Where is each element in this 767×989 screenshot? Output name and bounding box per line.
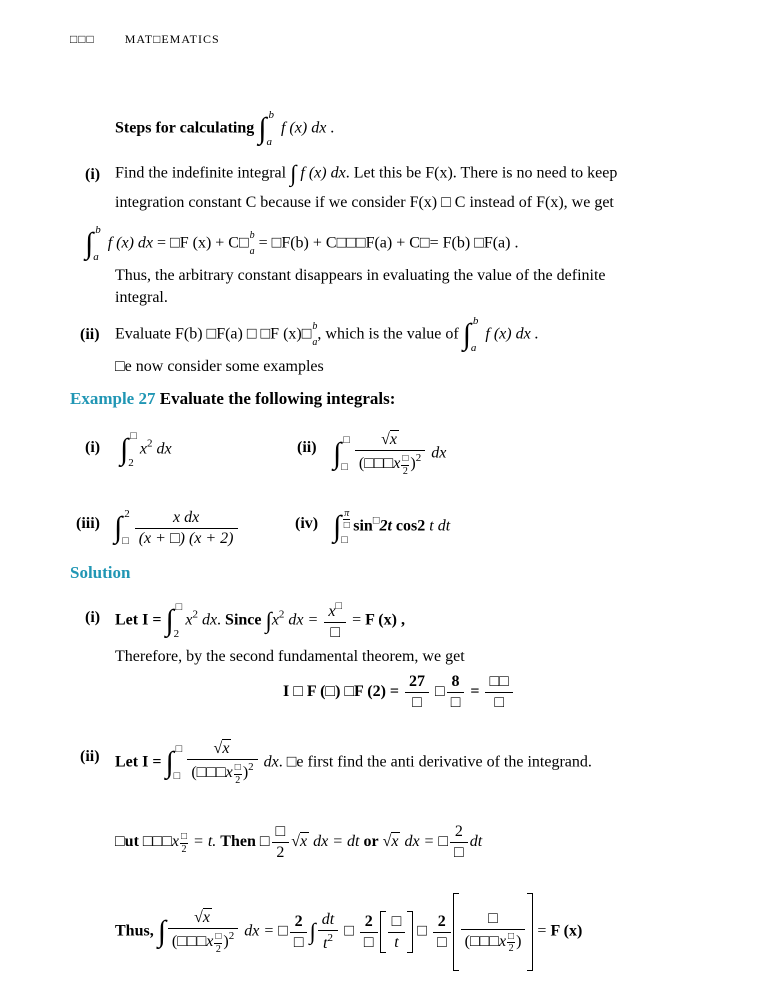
upper-limit: b — [472, 315, 479, 327]
evaluation-equation — [283, 673, 515, 712]
variable: x — [206, 933, 214, 950]
numerator: x dx — [135, 509, 238, 529]
integral-glyph: ∫ — [333, 510, 342, 543]
exponent-fraction — [401, 453, 409, 477]
differential: dx — [201, 611, 218, 629]
exponent: 2 — [278, 608, 285, 621]
numerator — [324, 600, 346, 623]
differential: dx = — [288, 611, 319, 629]
variable: x — [271, 611, 279, 629]
differential: dx — [431, 444, 447, 462]
integral-iv-expression — [333, 507, 450, 547]
integral-glyph: ∫ — [114, 511, 123, 544]
denominator: □ — [412, 694, 422, 711]
minus-box: □ — [259, 833, 270, 851]
text: . □e first find the anti derivative of the integrand. — [278, 753, 592, 771]
differential: dx — [156, 440, 172, 458]
exponent-fraction — [507, 931, 515, 955]
integral-limits — [268, 110, 274, 148]
radicand: x — [202, 909, 211, 926]
minus-box: □ — [278, 922, 288, 940]
numerator: dt — [318, 911, 338, 931]
numerator: 2 — [360, 913, 378, 933]
lower-limit: □ — [173, 770, 181, 782]
radicand: x — [389, 431, 397, 448]
power: 2 — [228, 930, 235, 942]
integral-sign — [165, 743, 185, 783]
lower-limit: 2 — [173, 628, 180, 640]
denominator: (x + □) (x + 2) — [138, 529, 234, 547]
period: . — [330, 119, 335, 137]
power: 2 — [248, 761, 254, 773]
integral-iii-expression — [114, 508, 240, 548]
radical-glyph: √ — [194, 909, 203, 926]
fraction — [290, 913, 308, 952]
numerator — [187, 740, 257, 760]
integral-sign — [120, 430, 140, 470]
fraction — [447, 673, 465, 712]
integral-limits — [173, 601, 183, 640]
denominator: □ — [454, 844, 464, 861]
integral-sign — [258, 109, 277, 149]
integral-glyph: ∫ — [157, 915, 166, 948]
lower-limit: □ — [341, 534, 348, 546]
square-root — [194, 908, 212, 926]
equals-box: □ — [417, 922, 427, 940]
fraction — [272, 823, 290, 862]
integral-iii-label: (iii) — [76, 515, 100, 532]
text: (□□□ — [464, 932, 499, 950]
integrand: f (x) dx — [300, 164, 346, 182]
exponent-numerator: □ — [402, 453, 409, 464]
cos-function: cos2 — [395, 517, 426, 535]
then-word: Then — [220, 833, 256, 851]
example-label: Example 27 — [70, 389, 156, 408]
integral-glyph: ∫ — [333, 437, 342, 470]
square-root — [214, 739, 232, 757]
denominator — [461, 930, 526, 955]
integral-limits — [470, 315, 479, 354]
numerator: □ — [388, 913, 406, 933]
text: , which is the value of — [317, 325, 459, 343]
let-word: Let — [115, 611, 139, 629]
result-line — [115, 893, 582, 971]
radical-glyph: √ — [291, 833, 300, 851]
numerator: 27 — [405, 673, 429, 693]
numerator: 2 — [433, 913, 451, 933]
integral-glyph: ∫ — [290, 161, 297, 186]
radical-glyph: √ — [381, 431, 390, 448]
exponent-denominator: 2 — [215, 943, 221, 955]
fraction — [433, 913, 451, 952]
text: Find the indefinite integral — [115, 164, 287, 182]
integral-sign — [85, 224, 104, 264]
right-bracket — [407, 911, 413, 953]
upper-limit: b — [249, 230, 255, 241]
integral-glyph: ∫ — [85, 227, 94, 260]
denominator: □ — [330, 624, 341, 641]
lower-limit: □ — [122, 535, 129, 547]
exponent-denominator: 2 — [181, 843, 187, 855]
upper-limit: 2 — [124, 508, 130, 520]
denominator: □ — [293, 933, 304, 951]
fraction — [187, 740, 257, 786]
denominator: □ — [436, 933, 447, 951]
upper-limit — [343, 508, 350, 531]
item-ii-label: (ii) — [80, 326, 100, 343]
denominator — [355, 451, 425, 477]
variable: x — [171, 833, 179, 851]
solution-i-line — [115, 600, 405, 642]
lower-limit: a — [266, 136, 272, 148]
exponent: 2 — [192, 608, 198, 621]
equals: = — [537, 922, 547, 940]
upper-limit: □ — [130, 430, 137, 442]
upper-limit: □ — [175, 601, 183, 613]
solution-ii-line — [115, 740, 592, 786]
integral-limits — [130, 431, 137, 469]
or-word: or — [363, 833, 379, 851]
text: Evaluate F(b) □F(a) □ □F (x)□ — [115, 325, 312, 343]
radical-glyph: √ — [213, 740, 223, 757]
fraction — [388, 913, 406, 952]
example-text: Evaluate the following integrals: — [159, 389, 396, 408]
argument: 2t — [379, 517, 392, 535]
text: ) — [410, 455, 416, 472]
exponent: 2 — [327, 932, 333, 944]
solution-heading: Solution — [70, 563, 131, 582]
integral-glyph: ∫ — [265, 608, 272, 633]
radical-glyph: √ — [382, 833, 392, 851]
integral-i-label: (i) — [85, 439, 101, 456]
fraction — [318, 911, 338, 953]
variable: x — [393, 455, 401, 472]
exponent-numerator: □ — [234, 762, 241, 773]
text: □□□ — [142, 833, 172, 851]
item-ii-line — [115, 315, 539, 355]
integral-i-expression — [120, 430, 172, 470]
text: ) — [223, 933, 229, 950]
equals: = — [470, 683, 480, 701]
steps-label: Steps for calculating — [115, 119, 255, 137]
exponent-denominator: 2 — [235, 774, 241, 786]
power: 2 — [415, 452, 422, 464]
numerator — [355, 431, 425, 451]
thus-word: Thus, — [115, 922, 154, 940]
equals-box: □ — [344, 922, 354, 940]
left-hand-side: I □ F (□) □F (2) = — [283, 683, 400, 701]
radicand: x — [222, 740, 230, 757]
exponent-numerator: □ — [181, 831, 188, 843]
fraction — [450, 823, 468, 862]
variable: x — [185, 611, 193, 629]
fraction — [485, 673, 512, 712]
integral-iv-label: (iv) — [295, 515, 319, 532]
fraction — [461, 910, 526, 955]
integral-ii-expression — [333, 431, 446, 477]
identifier: I = — [142, 753, 162, 771]
square-root — [381, 430, 399, 448]
integral-sign — [463, 315, 482, 355]
denominator: t — [394, 933, 399, 951]
denominator — [168, 929, 238, 955]
text: ) — [516, 932, 522, 950]
steps-heading — [115, 109, 334, 149]
square-root — [291, 832, 309, 850]
differential: dt — [469, 833, 483, 851]
page-number: □□□ — [70, 32, 95, 46]
upper-limit: b — [268, 109, 274, 121]
denominator — [318, 931, 338, 953]
integral-glyph: ∫ — [165, 604, 174, 637]
numerator: □ — [461, 910, 526, 930]
item-i-line2: integration constant C because if we consider F(x) □ C instead of F(x), we get — [115, 194, 614, 211]
example-heading — [70, 389, 395, 409]
denominator: □ — [450, 694, 461, 711]
fraction — [324, 600, 346, 642]
radicand: x — [391, 833, 399, 851]
solution-ii-label: (ii) — [80, 748, 100, 765]
fraction — [405, 673, 429, 712]
integral-glyph: ∫ — [309, 919, 316, 944]
therefore-line: Therefore, by the second fundamental theorem, we get — [115, 648, 465, 665]
integral-glyph: ∫ — [165, 746, 174, 779]
integrand: f (x) dx — [107, 234, 154, 252]
integrand: f (x) dx . — [485, 325, 539, 343]
integral-glyph: ∫ — [258, 112, 267, 145]
lower-limit: a — [470, 342, 477, 354]
integral-sign — [165, 601, 185, 641]
exponent-numerator: □ — [508, 930, 515, 942]
exponent-numerator: □ — [215, 931, 222, 942]
sin-function: sin — [353, 517, 373, 535]
left-bracket — [453, 893, 459, 971]
radicand: x — [300, 833, 308, 851]
fraction — [360, 913, 378, 952]
let-word: Let — [115, 753, 139, 771]
antiderivative: F (x) , — [365, 611, 405, 629]
put-word: □ut — [115, 833, 139, 851]
header-title: MAT□EMATICS — [124, 32, 220, 46]
integral-ii-label: (ii) — [297, 439, 317, 456]
integral-glyph: ∫ — [120, 433, 129, 466]
lower-limit: a — [312, 337, 318, 348]
integral-limits — [343, 508, 350, 546]
expression: dx = dt — [313, 833, 360, 851]
denominator: 2 — [276, 844, 285, 861]
limit-denominator: □ — [343, 520, 350, 531]
variable: x — [498, 932, 507, 950]
item-i-label: (i) — [85, 166, 101, 183]
item-i-line1 — [115, 160, 617, 188]
denominator — [187, 760, 257, 786]
page-header — [70, 32, 220, 47]
exponent: □ — [372, 514, 380, 527]
limit-fraction — [343, 508, 350, 531]
exponent-fraction — [214, 931, 222, 955]
upper-limit: b — [312, 321, 318, 332]
denominator: □ — [494, 694, 504, 711]
exponent-denominator: 2 — [508, 943, 514, 954]
expression: dx = — [244, 922, 275, 940]
expression: = □F(b) + C□□□F(a) + C□= F(b) □F(a) . — [258, 234, 519, 252]
integral-limits — [124, 509, 130, 547]
equals-t: = t. — [193, 833, 217, 851]
square-root — [383, 832, 401, 850]
note-line: □e now consider some examples — [115, 358, 324, 375]
minus-box: □ — [435, 683, 445, 701]
numerator: □□ — [485, 673, 512, 693]
text: (□□□ — [358, 455, 394, 472]
text: (□□□ — [191, 764, 226, 781]
integral-limits — [95, 225, 101, 263]
text: ) — [242, 764, 249, 781]
identifier: I = — [142, 611, 162, 629]
denominator: □ — [363, 933, 374, 951]
integral-limits — [173, 743, 183, 782]
definite-integral-formula — [85, 224, 518, 264]
numerator: □ — [272, 823, 290, 843]
numerator: 8 — [447, 673, 465, 693]
fraction — [135, 509, 238, 548]
lower-limit: a — [249, 246, 255, 257]
numerator — [168, 909, 238, 929]
integral-sign — [114, 508, 133, 548]
expression: = □F (x) + C□ — [157, 234, 249, 252]
upper-limit: □ — [175, 743, 183, 755]
thus-paragraph-line1: Thus, the arbitrary constant disappears in evaluating the value of the definite — [115, 267, 606, 284]
expression: dx = — [404, 833, 435, 851]
exponent: □ — [335, 600, 343, 612]
text: . Let this be F(x). There is no need to keep — [345, 164, 618, 182]
since-word: Since — [225, 611, 262, 629]
right-bracket — [527, 893, 533, 971]
punctuation: . — [217, 611, 222, 629]
integrand: f (x) dx — [280, 119, 327, 137]
variable: x — [328, 603, 336, 620]
variable: t — [323, 935, 328, 952]
solution-i-label: (i) — [85, 609, 101, 626]
numerator: 2 — [290, 913, 308, 933]
limit-numerator: π — [344, 508, 350, 519]
variable: x — [139, 440, 147, 458]
differential: dx — [263, 753, 279, 771]
integral-sign — [333, 507, 353, 547]
antiderivative: F (x) — [550, 922, 583, 940]
exponent-fraction — [234, 762, 242, 786]
lower-limit: 2 — [128, 457, 134, 469]
left-bracket — [380, 911, 386, 953]
fraction — [355, 431, 425, 477]
text: (□□□ — [171, 933, 207, 950]
upper-limit: □ — [343, 434, 350, 446]
equals: = — [352, 611, 362, 629]
exponent-fraction — [180, 831, 188, 855]
thus-paragraph-line2: integral. — [115, 289, 168, 306]
differential: t dt — [429, 517, 451, 535]
exponent-denominator: 2 — [402, 465, 408, 477]
numerator: 2 — [450, 823, 468, 843]
lower-limit: a — [93, 251, 99, 263]
variable: x — [225, 764, 233, 781]
evaluation-limits — [250, 231, 255, 257]
fraction — [168, 909, 238, 955]
integral-glyph: ∫ — [462, 318, 471, 351]
exponent: 2 — [146, 437, 153, 450]
substitution-line — [115, 823, 482, 862]
integral-limits — [343, 435, 350, 473]
integral-sign — [333, 434, 353, 474]
upper-limit: b — [95, 224, 101, 236]
lower-limit: □ — [341, 461, 348, 473]
minus-box: □ — [438, 833, 449, 851]
